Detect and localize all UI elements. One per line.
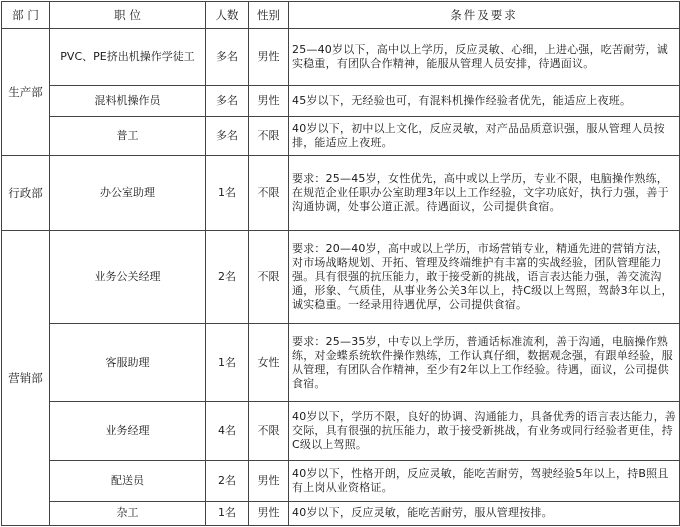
position-cell: PVC、PE挤出机操作学徒工 [50,29,206,86]
gender-cell: 女性 [249,324,289,401]
count-cell: 1名 [206,155,249,230]
table-row [2,155,680,230]
table-row [2,116,680,155]
table-row [2,501,680,526]
table-row [2,230,680,324]
gender-cell: 不限 [249,155,289,230]
requirements-cell: 40岁以下，性格开朗，反应灵敏，能吃苦耐劳，驾驶经验5年以上，持B照且有上岗从业资格证。 [289,460,680,501]
header-count: 人数 [206,2,249,29]
gender-cell: 不限 [249,230,289,324]
requirements-cell: 要求：25—35岁，中专以上学历，普通话标准流利，善于沟通，电脑操作熟练，对金蝶系统软件操作熟练，工作认真仔细，数据观念强，有跟单经验，服从管理，有团队合作精神，至少有2年以上工作经验。待遇，面议，公司提供食宿。 [289,324,680,401]
position-cell: 业务公关经理 [50,230,206,324]
count-cell: 多名 [206,86,249,117]
position-cell: 业务经理 [50,401,206,460]
gender-cell: 男性 [249,460,289,501]
position-cell: 办公室助理 [50,155,206,230]
gender-cell: 不限 [249,401,289,460]
header-requirements: 条件及要求 [289,2,680,29]
table-row [2,86,680,117]
gender-cell: 不限 [249,116,289,155]
header-position: 职 位 [50,2,206,29]
position-cell: 杂工 [50,501,206,526]
count-cell: 1名 [206,324,249,401]
dept-production: 生产部 [2,29,50,155]
table-header-row [2,2,680,29]
count-cell: 2名 [206,230,249,324]
position-cell: 配送员 [50,460,206,501]
requirements-cell: 45岁以下，无经验也可，有混料机操作经验者优先，能适应上夜班。 [289,86,680,117]
requirements-cell: 要求：20—40岁，高中或以上学历，市场营销专业，精通先进的营销方法，对市场战略规划、开拓、管理及终端维护有丰富的实战经验，团队管理能力强。具有很强的抗压能力，敢于接受新的挑战，语言表达能力强，善交流沟通，形象、气质佳，从事业务公关3年以上，持C级以上驾照，驾龄3年以上，诚实稳重。一经录用待遇优厚，公司提供食宿。 [289,230,680,324]
gender-cell: 男性 [249,29,289,86]
dept-admin: 行政部 [2,155,50,230]
position-cell: 混料机操作员 [50,86,206,117]
header-dept: 部 门 [2,2,50,29]
requirements-cell: 要求：25—45岁，女性优先，高中或以上学历，专业不限，电脑操作熟练，在规范企业任职办公室助理3年以上工作经验，文字功底好，执行力强，善于沟通协调，处事公道正派。待遇面议，公司提供食宿。 [289,155,680,230]
recruitment-table [1,1,680,526]
requirements-cell: 25—40岁以下，高中以上学历，反应灵敏、心细，上进心强，吃苦耐劳，诚实稳重，有团队合作精神，能服从管理人员安排，待遇面议。 [289,29,680,86]
dept-sales: 营销部 [2,230,50,525]
count-cell: 多名 [206,116,249,155]
requirements-cell: 40岁以下，学历不限，良好的协调、沟通能力，具备优秀的语言表达能力，善交际，具有很强的抗压能力，敢于接受新挑战，有业务或同行经验者更佳，持C级以上驾照。 [289,401,680,460]
count-cell: 多名 [206,29,249,86]
table-row [2,29,680,86]
table-row [2,401,680,460]
table-row [2,324,680,401]
requirements-cell: 40岁以下，反应灵敏，能吃苦耐劳，服从管理按排。 [289,501,680,526]
count-cell: 1名 [206,501,249,526]
count-cell: 4名 [206,401,249,460]
count-cell: 2名 [206,460,249,501]
gender-cell: 男性 [249,501,289,526]
position-cell: 普工 [50,116,206,155]
gender-cell: 男性 [249,86,289,117]
table-row [2,460,680,501]
requirements-cell: 40岁以下，初中以上文化，反应灵敏，对产品品质意识强，服从管理人员按排，能适应上夜班。 [289,116,680,155]
position-cell: 客服助理 [50,324,206,401]
header-gender: 性别 [249,2,289,29]
